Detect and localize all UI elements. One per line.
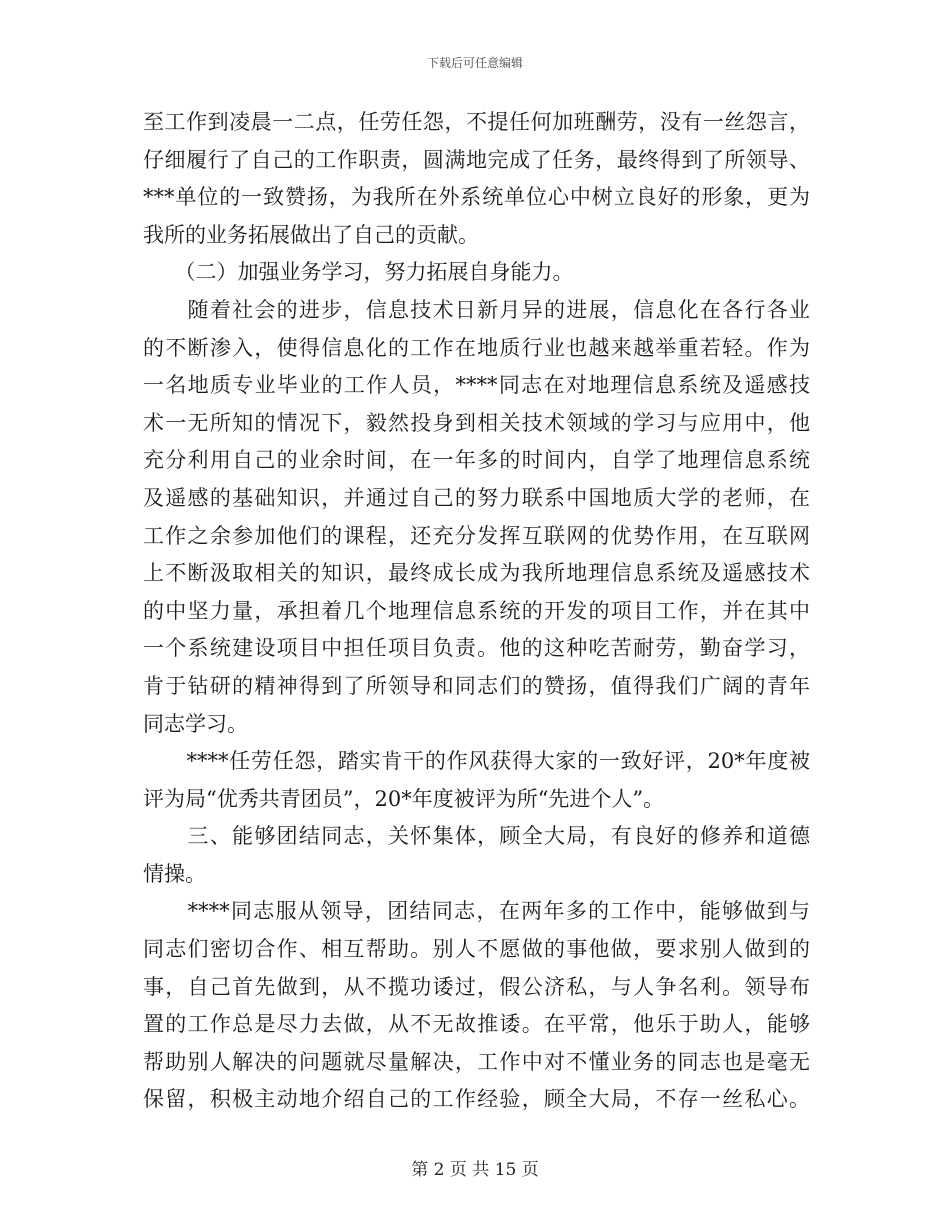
text-line: 同志们密切合作、相互帮助。别人不愿做的事他做，要求别人做到的	[143, 937, 810, 962]
page-number: 第 2 页 共 15 页	[411, 1160, 539, 1180]
text-line: ****同志服从领导，团结同志，在两年多的工作中，能够做到与	[143, 899, 810, 924]
text-line: 肯于钻研的精神得到了所领导和同志们的赞扬，值得我们广阔的青年	[143, 673, 810, 698]
text-line: 置的工作总是尽力去做，从不无故推诿。在平常，他乐于助人，能够	[143, 1012, 810, 1037]
section-heading: 情操。	[143, 861, 206, 886]
section-heading: （二）加强业务学习，努力拓展自身能力。	[143, 260, 574, 285]
text-line: 至工作到凌晨一二点，任劳任怨，不提任何加班酬劳，没有一丝怨言，	[143, 110, 810, 134]
text-line: 一个系统建设项目中担任项目负责。他的这种吃苦耐劳，勤奋学习，	[143, 636, 810, 661]
section-heading: 三、能够团结同志，关怀集体，顾全大局，有良好的修养和道德	[143, 824, 810, 849]
text-line: 工作之余参加他们的课程，还充分发挥互联网的优势作用，在互联网	[143, 523, 810, 548]
text-line: 保留，积极主动地介绍自己的工作经验，顾全大局，不存一丝私心。	[143, 1087, 810, 1112]
text-line: 一名地质专业毕业的工作人员，****同志在对地理信息系统及遥感技	[143, 373, 810, 398]
text-line: 术一无所知的情况下，毅然投身到相关技术领域的学习与应用中，他	[143, 410, 810, 435]
text-line: 及遥感的基础知识，并通过自己的努力联系中国地质大学的老师，在	[143, 485, 810, 510]
body-text	[143, 104, 810, 1119]
text-line: 上不断汲取相关的知识，最终成长成为我所地理信息系统及遥感技术	[143, 561, 810, 586]
text-line: 评为局“优秀共青团员”，20*年度被评为所“先进个人”。	[143, 786, 665, 811]
page-header: 下载后可任意编辑	[426, 56, 523, 70]
text-line: ***单位的一致赞扬，为我所在外系统单位心中树立良好的形象，更为	[143, 185, 810, 210]
text-line: ****任劳任怨，踏实肯干的作风获得大家的一致好评，20*年度被	[143, 749, 810, 774]
text-line: 充分利用自己的业余时间，在一年多的时间内，自学了地理信息系统	[143, 448, 810, 473]
text-line: 我所的业务拓展做出了自己的贡献。	[143, 222, 479, 247]
text-line: 仔细履行了自己的工作职责，圆满地完成了任务，最终得到了所领导、	[143, 147, 810, 172]
text-line: 帮助别人解决的问题就尽量解决，工作中对不懂业务的同志也是毫无	[143, 1049, 810, 1074]
text-line: 同志学习。	[143, 711, 248, 736]
text-line: 事，自己首先做到，从不揽功诿过，假公济私，与人争名利。领导布	[143, 974, 810, 999]
text-line: 随着社会的进步，信息技术日新月异的进展，信息化在各行各业	[143, 297, 810, 322]
text-line: 的中坚力量，承担着几个地理信息系统的开发的项目工作，并在其中	[143, 598, 810, 623]
text-line: 的不断渗入，使得信息化的工作在地质行业也越来越举重若轻。作为	[143, 335, 810, 360]
